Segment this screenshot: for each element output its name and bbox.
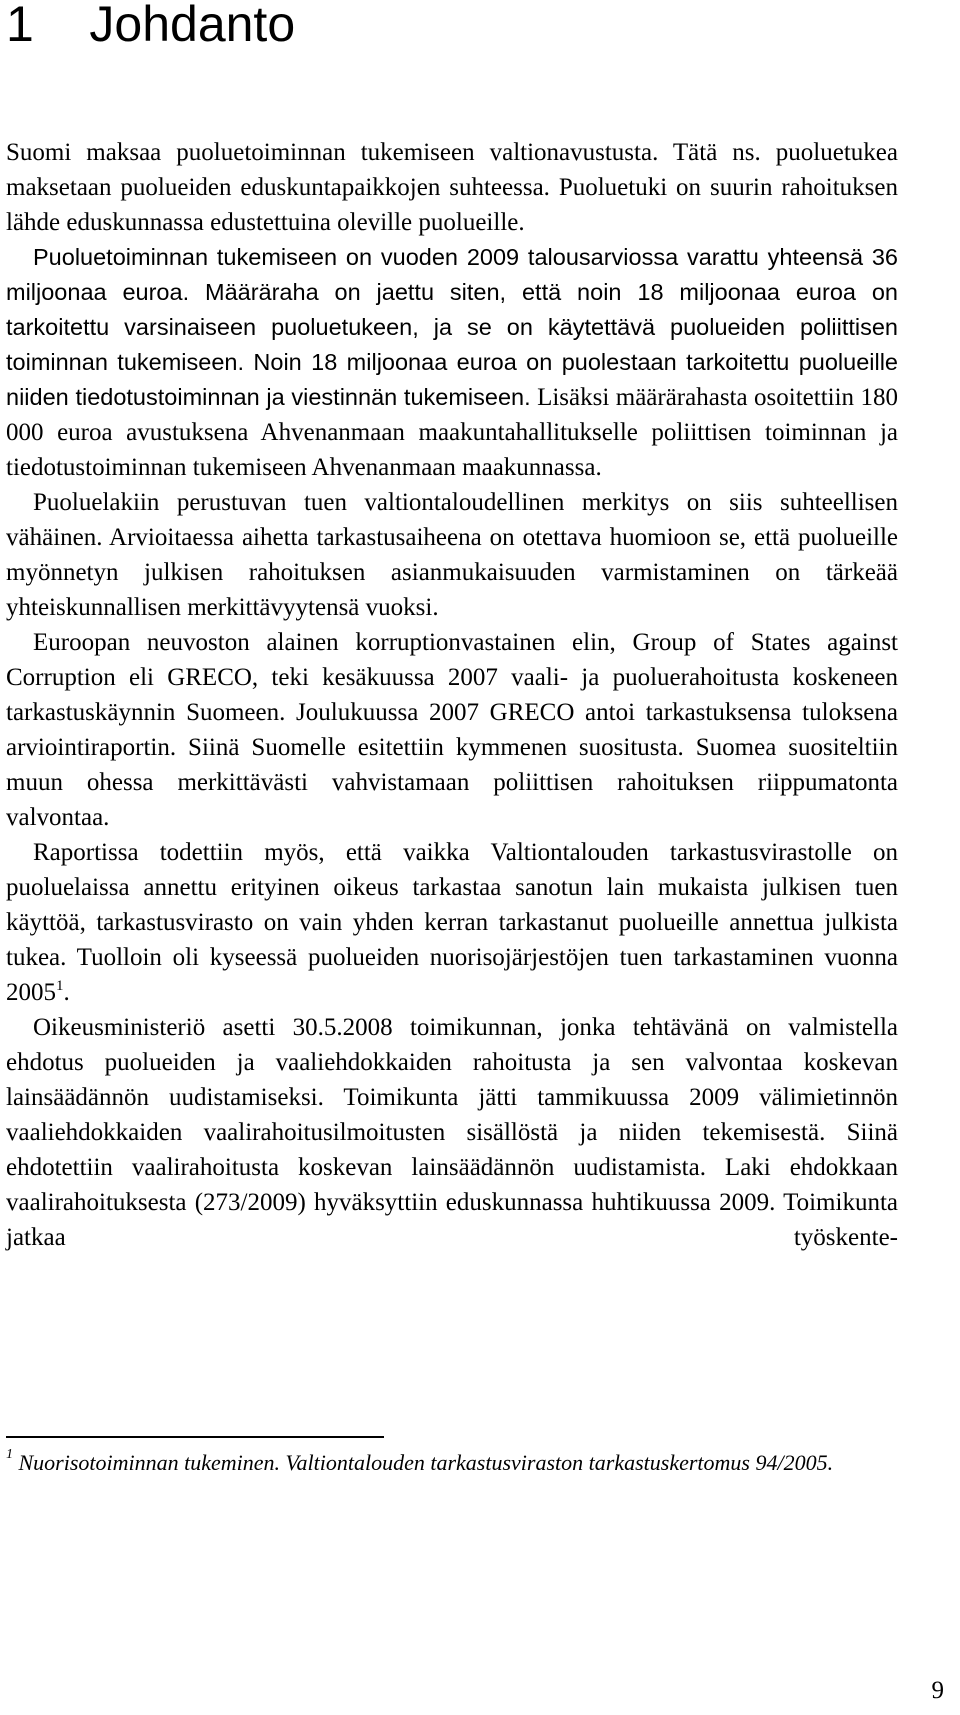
body-text bbox=[6, 135, 898, 1255]
paragraph-5-end: . bbox=[63, 979, 70, 1006]
paragraph-3: Puoluelakiin perustuvan tuen valtiontaloudellinen merkitys on siis suhteellisen vähäinen. Arvioitaessa aihetta tarkastusaiheena on otettava huomioon se, että puolueille myönnetyn julkisen rahoituksen asianmukaisuuden varmistaminen on tärkeää yhteiskunnallisen merkittävyytensä vuoksi. bbox=[6, 489, 898, 621]
paragraph-1: Suomi maksaa puoluetoiminnan tukemiseen valtionavustusta. Tätä ns. puoluetukea maksetaan puolueiden eduskuntapaikkojen suhteessa. Puoluetuki on suurin rahoituksen lähde eduskunnassa edustettuina oleville puolueille. bbox=[6, 139, 898, 236]
chapter-heading bbox=[6, 0, 295, 54]
footnote-text: Nuorisotoiminnan tukeminen. Valtiontalouden tarkastusviraston tarkastuskertomus 94/2005. bbox=[13, 1450, 834, 1475]
chapter-number: 1 bbox=[6, 0, 34, 52]
chapter-title: Johdanto bbox=[89, 0, 296, 52]
footnote-separator bbox=[6, 1436, 384, 1438]
paragraph-2 bbox=[6, 240, 898, 485]
paragraph-5 bbox=[6, 835, 898, 1010]
footnote-marker: 1 bbox=[6, 1447, 13, 1462]
paragraph-2-serif-run: Lisäksi määrärahasta osoitettiin 180 000 euroa avustuksena Ahvenanmaan maakuntahallitukselle poliittisen toiminnan ja tiedotustoiminnan tukemiseen Ahvenanmaan maakunnassa. bbox=[6, 384, 898, 481]
page-number: 9 bbox=[931, 1677, 944, 1704]
paragraph-4: Euroopan neuvoston alainen korruptionvastainen elin, Group of States against Corruption eli GRECO, teki kesäkuussa 2007 vaali- ja puoluerahoitusta koskeneen tarkastuskäynnin Suomeen. Joulukuussa 2007 GRECO antoi tarkastuksensa tuloksena arviointiraportin. Siinä Suomelle esitettiin kymmenen suositusta. Suomea suositeltiin muun ohessa merkittävästi vahvistamaan poliittisen rahoituksen riippumatonta valvontaa. bbox=[6, 629, 898, 831]
paragraph-2-sans-run: Puoluetoiminnan tukemiseen on vuoden 2009 talousarviossa varattu yhteensä 36 miljoonaa euroa. Määräraha on jaettu siten, että noin 18 miljoonaa euroa on tarkoitettu varsinaiseen puoluetukeen, ja se on käytettävä puolueiden poliittisen toiminnan tukemiseen. Noin 18 miljoonaa euroa on puolestaan tarkoitettu puolueille niiden tiedotustoiminnan ja viestinnän tukemiseen. bbox=[6, 244, 898, 410]
paragraph-6: Oikeusministeriö asetti 30.5.2008 toimikunnan, jonka tehtävänä on valmistella ehdotus puolueiden ja vaaliehdokkaiden rahoitusta ja sen valvontaa koskevan lainsäädännön uudistamiseksi. Toimikunta jätti tammikuussa 2009 välimietinnön vaaliehdokkaiden vaalirahoitusilmoitusten sisällöstä ja niiden tekemisestä. Siinä ehdotettiin vaalirahoitusta koskevan lainsäädännön uudistamista. Laki ehdokkaan vaalirahoituksesta (273/2009) hyväksyttiin eduskunnassa huhtikuussa 2009. Toimikunta jatkaa työskente- bbox=[6, 1014, 898, 1251]
footnote-ref[interactable]: 1 bbox=[56, 978, 64, 994]
footnote bbox=[6, 1448, 898, 1478]
paragraph-5-text: Raportissa todettiin myös, että vaikka Valtiontalouden tarkastusvirastolle on puoluelaissa annettu erityinen oikeus tarkastaa sanotun lain mukaista julkisen tuen käyttöä, tarkastusvirasto on vain yhden kerran tarkastanut puolueille annettua julkista tukea. Tuolloin oli kyseessä puolueiden nuorisojärjestöjen tuen tarkastaminen vuonna 2005 bbox=[6, 839, 898, 1006]
